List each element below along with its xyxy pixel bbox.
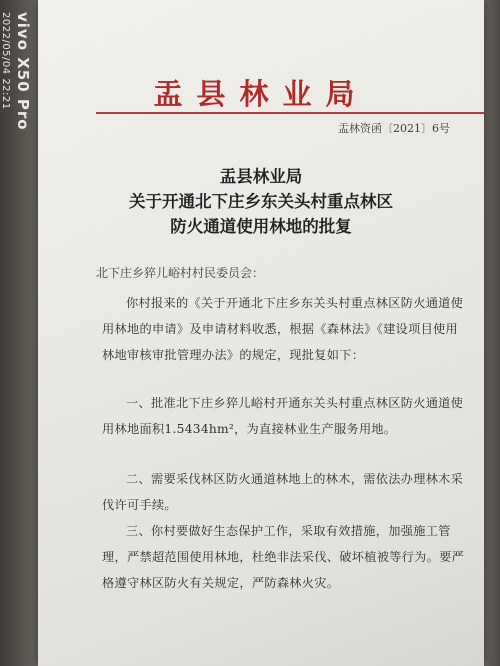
- title-line-2: 关于开通北下庄乡东关头村重点林区: [129, 192, 393, 211]
- watermark-datetime: 2022/05/04 22:21: [0, 12, 11, 110]
- title-line-1: 盂县林业局: [219, 167, 303, 186]
- document-number: 盂林资函〔2021〕6号: [338, 122, 450, 135]
- title-line-3: 防火通道使用林地的批复: [170, 217, 352, 236]
- agency-header: 盂县林业局: [153, 77, 369, 111]
- background-left: [0, 0, 40, 666]
- paragraph-intro: 你村报来的《关于开通北下庄乡东关头村重点林区防火通道使用林地的申请》及申请材料收悉，根据《森林法》《建设项目使用林地审核审批管理办法》的规定，现批复如下：: [102, 296, 464, 362]
- paragraph-item-3: 三、你村要做好生态保护工作，采取有效措施，加强施工管理，严禁超范围使用林地，杜绝非法采伐、破坏植被等行为。要严格遵守林区防火有关规定，严防森林火灾。: [102, 524, 465, 590]
- red-divider-line: [96, 112, 484, 114]
- salutation: 北下庄乡猝儿峪村村民委员会：: [96, 266, 265, 280]
- paragraph-item-2: 二、需要采伐林区防火通道林地上的林木，需依法办理林木采伐许可手续。: [102, 472, 464, 512]
- document-page: [38, 0, 484, 666]
- document-title: [38, 164, 484, 239]
- paragraph-item-1: 一、批准北下庄乡猝儿峪村开通东关头村重点林区防火通道使用林地面积1.5434hm²，为直接林业生产服务用地。: [102, 396, 464, 436]
- watermark-brand: vivo X50 Pro: [14, 12, 32, 131]
